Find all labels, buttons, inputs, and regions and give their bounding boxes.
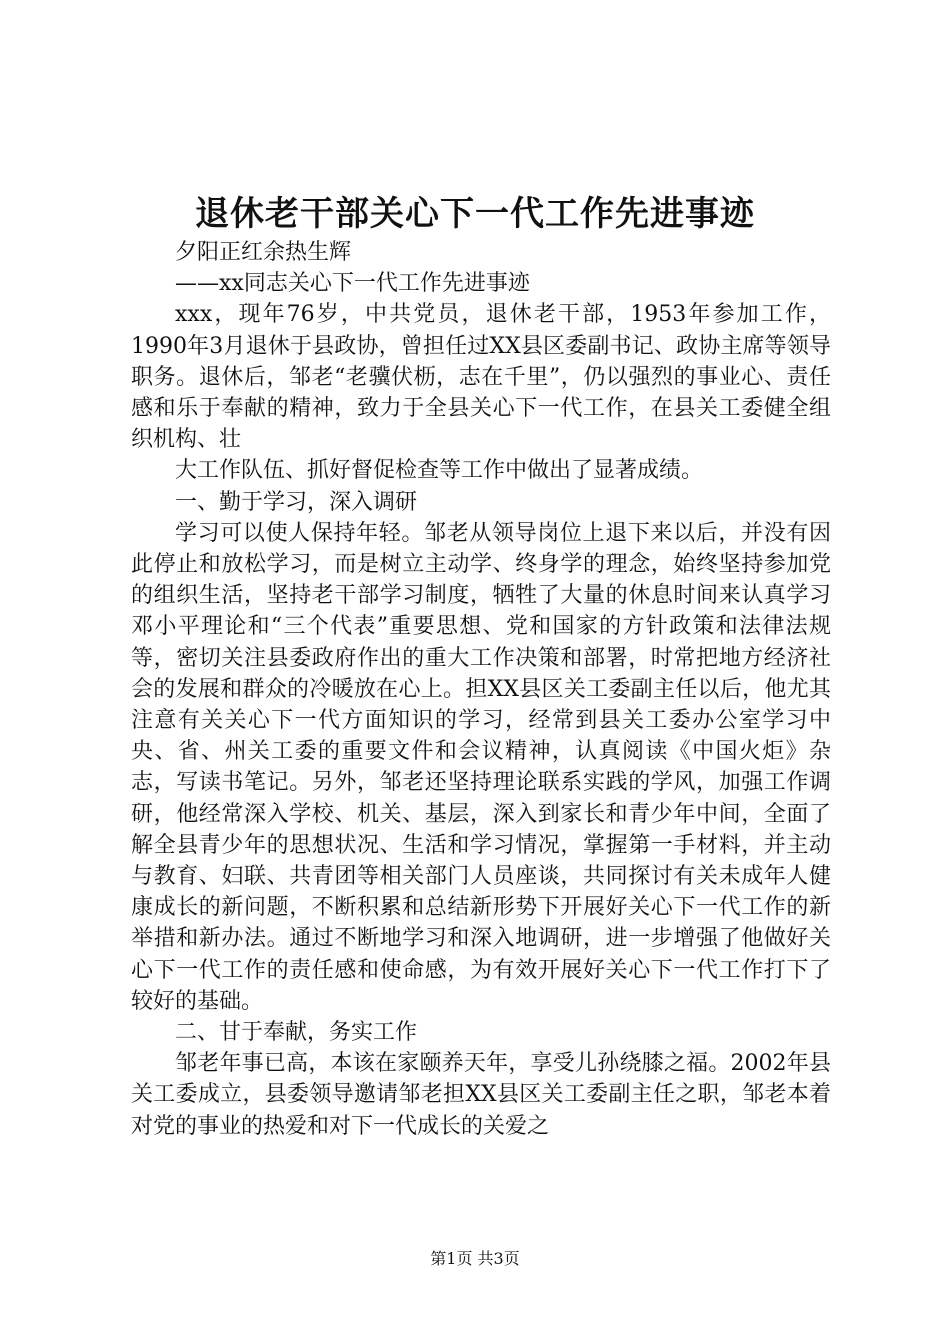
document-title: 退休老干部关心下一代工作先进事迹 (195, 194, 755, 234)
paragraph-section-2: 邹老年事已高，本该在家颐养天年，享受儿孙绕膝之福。2002年县关工委成立，县委领导邀请邹老担XX县区关工委副主任之职，邹老本着对党的事业的热爱和对下一代成长的关爱之 (131, 1051, 831, 1139)
document-body (131, 237, 831, 1142)
paragraph-intro: xxx，现年76岁，中共党员，退休老干部，1953年参加工作，1990年3月退休于县政协，曾担任过XX县区委副书记、政协主席等领导职务。退休后，邹老“老骥伏枥，志在千里”，仍以强烈的事业心、责任感和乐于奉献的精神，致力于全县关心下一代工作，在县关工委健全组织机构、壮 (131, 302, 831, 453)
section-heading-1: 一、勤于学习，深入调研 (175, 489, 418, 515)
page-footer: 第1页 共3页 (430, 1249, 520, 1268)
section-heading-2: 二、甘于奉献，务实工作 (175, 1020, 418, 1046)
subtitle-dedication: ——xx同志关心下一代工作先进事迹 (175, 271, 530, 297)
paragraph-intro-continued: 大工作队伍、抓好督促检查等工作中做出了显著成绩。 (175, 458, 704, 484)
subtitle: 夕阳正红余热生辉 (175, 240, 352, 265)
paragraph-section-1: 学习可以使人保持年轻。邹老从领导岗位上退下来以后，并没有因此停止和放松学习，而是树立主动学、终身学的理念，始终坚持参加党的组织生活，坚持老干部学习制度，牺牲了大量的休息时间来认真学习邓小平理论和“三个代表”重要思想、党和国家的方针政策和法律法规等，密切关注县委政府作出的重大工作决策和部署，时常把地方经济社会的发展和群众的冷暖放在心上。担XX县区关工委副主任以后，他尤其注意有关关心下一代方面知识的学习，经常到县关工委办公室学习中央、省、州关工委的重要文件和会议精神，认真阅读《中国火炬》杂志，写读书笔记。另外，邹老还坚持理论联系实践的学风，加强工作调研，他经常深入学校、机关、基层，深入到家长和青少年中间，全面了解全县青少年的思想状况、生活和学习情况，掌握第一手材料，并主动与教育、妇联、共青团等相关部门人员座谈，共同探讨有关未成年人健康成长的新问题，不断积累和总结新形势下开展好关心下一代工作的新举措和新办法。通过不断地学习和深入地调研，进一步增强了他做好关心下一代工作的责任感和使命感，为有效开展好关心下一代工作打下了较好的基础。 (131, 520, 831, 1014)
